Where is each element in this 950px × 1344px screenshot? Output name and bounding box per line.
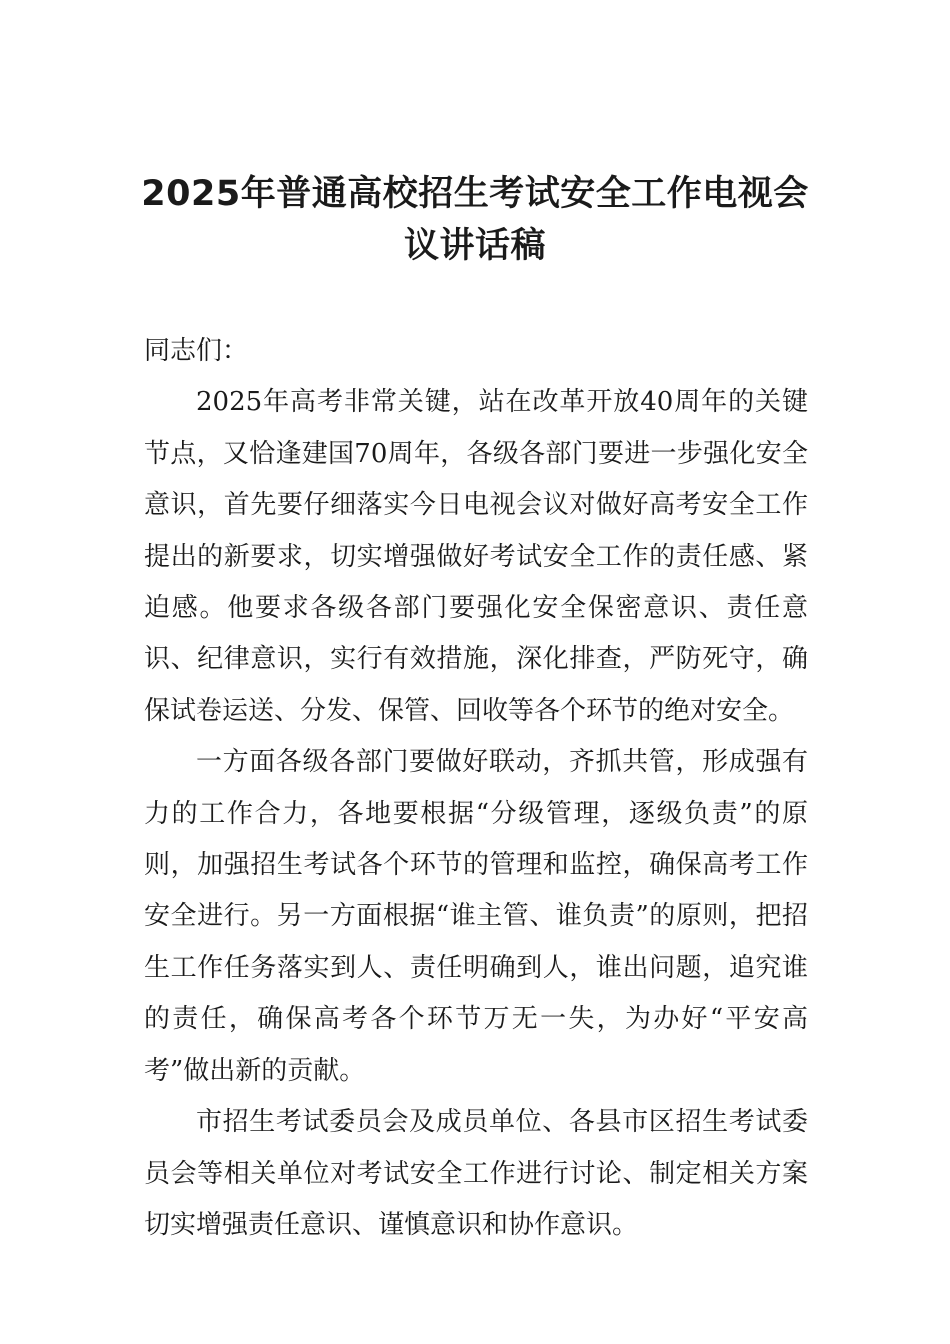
- body-paragraph-2: 一方面各级各部门要做好联动，齐抓共管，形成强有力的工作合力，各地要根据“分级管理，逐级负责”的原则，加强招生考试各个环节的管理和监控，确保高考工作安全进行。另一方面根据“谁主管、谁负责”的原则，把招生工作任务落实到人、责任明确到人，谁出问题，追究谁的责任，确保高考各个环节万无一失，为办好“平安高考”做出新的贡献。: [144, 747, 808, 1086]
- body-paragraph-1: 2025年高考非常关键，站在改革开放40周年的关键节点，又恰逢建国70周年，各级各部门要进一步强化安全意识，首先要仔细落实今日电视会议对做好高考安全工作提出的新要求，切实增强做好考试安全工作的责任感、紧迫感。他要求各级各部门要强化安全保密意识、责任意识、纪律意识，实行有效措施，深化排查，严防死守，确保试卷运送、分发、保管、回收等各个环节的绝对安全。: [144, 387, 808, 726]
- document-title: [120, 168, 830, 272]
- body-paragraph-3: 市招生考试委员会及成员单位、各县市区招生考试委员会等相关单位对考试安全工作进行讨论、制定相关方案切实增强责任意识、谨慎意识和协作意识。: [144, 1107, 808, 1240]
- document-title-line-2: 议讲话稿: [403, 226, 546, 266]
- document-title-line-1: 2025年普通高校招生考试安全工作电视会: [141, 174, 809, 214]
- salutation: 同志们：: [144, 336, 249, 366]
- document-body: [144, 326, 808, 1251]
